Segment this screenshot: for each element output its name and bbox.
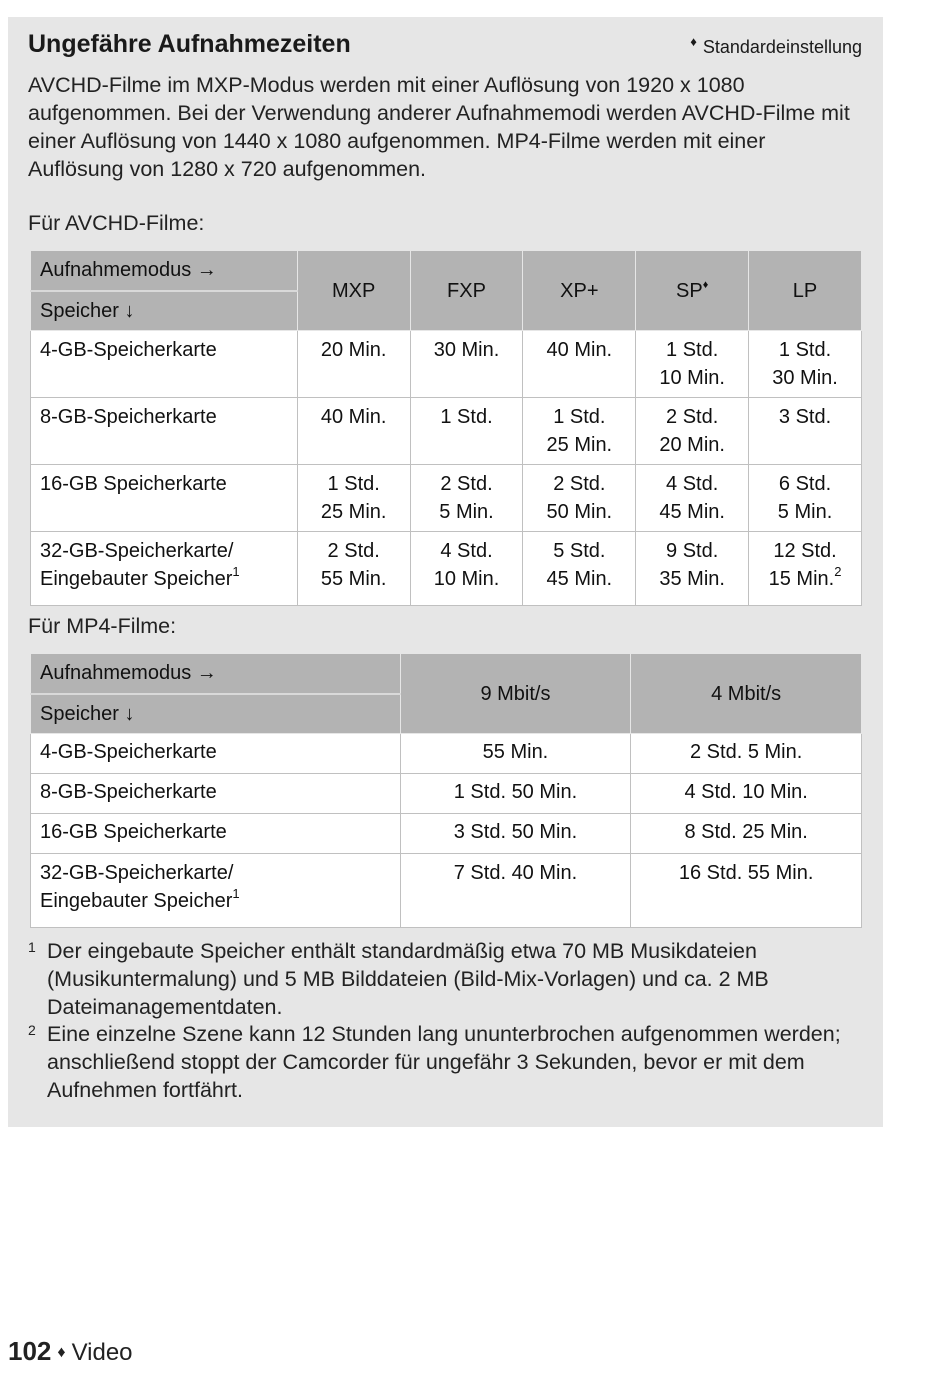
memory-header: Speicher ↓	[31, 694, 401, 734]
table-row	[31, 854, 862, 928]
mode-header-cell: MXP	[297, 251, 410, 331]
memory-cell: 16-GB Speicherkarte	[31, 814, 401, 854]
time-cell: 40 Min.	[523, 331, 636, 398]
time-cell: 55 Min.	[400, 734, 631, 774]
time-cell: 40 Min.	[297, 398, 410, 465]
avchd-section-label: Für AVCHD-Filme:	[28, 211, 205, 235]
time-cell: 16 Std. 55 Min.	[631, 854, 862, 928]
table-row	[31, 398, 862, 465]
memory-cell: 8-GB-Speicherkarte	[31, 774, 401, 814]
memory-cell: 16-GB Speicherkarte	[31, 465, 298, 532]
avchd-table	[30, 250, 862, 606]
mode-header: Aufnahmemodus →	[31, 251, 298, 291]
memory-cell: 4-GB-Speicherkarte	[31, 734, 401, 774]
memory-cell: 8-GB-Speicherkarte	[31, 398, 298, 465]
time-cell: 3 Std.	[749, 398, 862, 465]
table-row	[31, 734, 862, 774]
footnote-text: Eine einzelne Szene kann 12 Stunden lang ununterbrochen aufgenommen werden; anschließend stoppt der Camcorder für ungefähr 3 Sekunden, bevor er mit dem Aufnehmen fortfährt.	[47, 1022, 841, 1102]
time-cell: 5 Std. 45 Min.	[523, 532, 636, 606]
page-footer	[8, 1336, 133, 1367]
legend-text: Standardeinstellung	[702, 37, 862, 57]
table-row	[31, 465, 862, 532]
memory-header: Speicher ↓	[31, 291, 298, 331]
time-cell: 4 Std. 45 Min.	[636, 465, 749, 532]
mode-label: SP	[676, 279, 703, 302]
footnote-ref: 2	[834, 564, 842, 579]
time-cell: 1 Std. 50 Min.	[400, 774, 631, 814]
default-setting-legend	[690, 34, 862, 58]
time-cell: 2 Std. 5 Min.	[631, 734, 862, 774]
diamond-icon: ♦	[57, 1344, 66, 1361]
time-cell: 4 Std. 10 Min.	[631, 774, 862, 814]
time-cell: 7 Std. 40 Min.	[400, 854, 631, 928]
page-title: Ungefähre Aufnahmezeiten	[28, 30, 351, 58]
table-row	[31, 814, 862, 854]
memory-cell: 32-GB-Speicherkarte/ Eingebauter Speicher$^1$	[31, 854, 401, 928]
time-cell: 8 Std. 25 Min.	[631, 814, 862, 854]
time-cell: 1 Std. 30 Min.	[749, 331, 862, 398]
table-row	[31, 774, 862, 814]
diamond-icon: ♦	[690, 34, 697, 49]
memory-cell: 32-GB-Speicherkarte/ Eingebauter Speicher$^1$	[31, 532, 298, 606]
mp4-table	[30, 653, 862, 928]
time-cell: 2 Std. 20 Min.	[636, 398, 749, 465]
memory-cell: 4-GB-Speicherkarte	[31, 331, 298, 398]
footnote-ref: 1	[232, 886, 240, 901]
mode-header-cell	[636, 251, 749, 331]
time-cell: 2 Std. 50 Min.	[523, 465, 636, 532]
footnote-ref: 1	[232, 564, 240, 579]
time-cell: 1 Std. 10 Min.	[636, 331, 749, 398]
intro-paragraph: AVCHD-Filme im MXP-Modus werden mit einer Auflösung von 1920 x 1080 aufgenommen. Bei der Verwendung anderer Aufnahmemodi werden AVCHD-Filme mit einer Auflösung von 1440 x 1080 aufgenommen. MP4-Filme werden mit einer Auflösung von 1280 x 720 aufgenommen.	[28, 73, 850, 181]
time-cell: 2 Std. 5 Min.	[410, 465, 523, 532]
mp4-section-label: Für MP4-Filme:	[28, 614, 177, 638]
mode-header-cell: 9 Mbit/s	[400, 654, 631, 734]
time-cell: 1 Std. 25 Min.	[297, 465, 410, 532]
time-cell: 6 Std. 5 Min.	[749, 465, 862, 532]
mode-header-cell: XP+	[523, 251, 636, 331]
mode-header-cell: 4 Mbit/s	[631, 654, 862, 734]
mode-header-cell: FXP	[410, 251, 523, 331]
time-cell: 2 Std. 55 Min.	[297, 532, 410, 606]
page-number: 102	[8, 1336, 52, 1366]
table-row	[31, 532, 862, 606]
section-name: Video	[71, 1339, 133, 1366]
time-cell: 3 Std. 50 Min.	[400, 814, 631, 854]
time-cell: 1 Std.	[410, 398, 523, 465]
time-cell: 30 Min.	[410, 331, 523, 398]
time-cell: 4 Std. 10 Min.	[410, 532, 523, 606]
time-cell: 9 Std. 35 Min.	[636, 532, 749, 606]
mode-header-cell: LP	[749, 251, 862, 331]
footnote-number: 1	[28, 939, 36, 955]
time-cell: 20 Min.	[297, 331, 410, 398]
time-cell: 1 Std. 25 Min.	[523, 398, 636, 465]
default-diamond-icon: ♦	[702, 278, 709, 291]
mode-header: Aufnahmemodus →	[31, 654, 401, 694]
table-row	[31, 331, 862, 398]
footnote-text: Der eingebaute Speicher enthält standardmäßig etwa 70 MB Musikdateien (Musikuntermalung) und 5 MB Bilddateien (Bild-Mix-Vorlagen) und ca. 2 MB Dateimanagementdaten.	[47, 939, 769, 1019]
time-cell: 12 Std. 15 Min.$^2$	[749, 532, 862, 606]
footnote-number: 2	[28, 1022, 36, 1038]
